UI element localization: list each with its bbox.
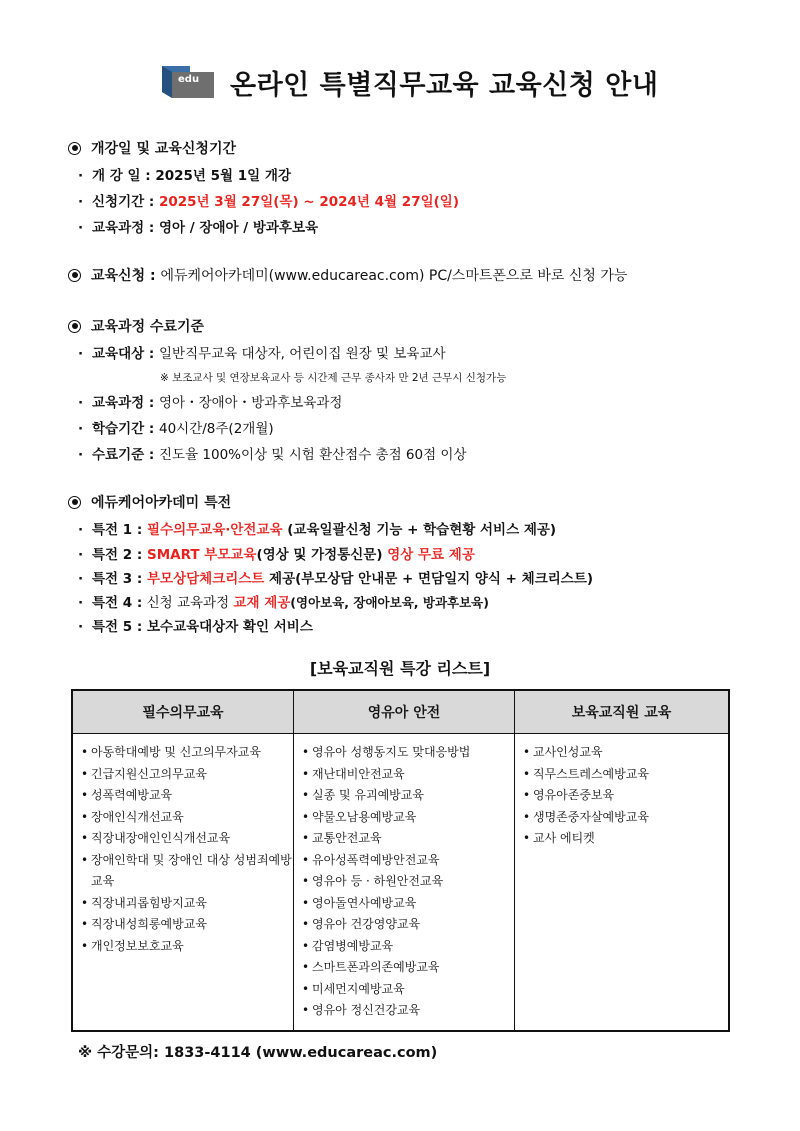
schedule-row-period: · 신청기간 : 2025년 3월 27일(목) ~ 2024년 4월 27일(일): [78, 194, 460, 210]
circle-bullet-icon: [68, 320, 81, 333]
table-header: 보육교직원 교육: [515, 690, 730, 734]
table-cell-col2: [294, 734, 515, 1032]
list-item: • 아동학대예방 및 신고의무자교육: [81, 742, 293, 764]
benefit-highlight: SMART 부모교육: [146, 547, 257, 563]
benefit-label: 특전 4 :: [92, 595, 143, 611]
benefit-highlight: 필수의무교육·안전교육: [146, 522, 283, 538]
list-item: • 영유아 성행동지도 맞대응방법: [302, 742, 514, 764]
row-value: 일반직무교육 대상자, 어린이집 원장 및 보육교사: [158, 346, 446, 362]
circle-bullet-icon: [68, 496, 81, 509]
section-heading: 개강일 및 교육신청기간: [91, 141, 236, 157]
benefit-highlight: 부모상담체크리스트: [146, 571, 265, 587]
row-value: 2025년 3월 27일(목) ~ 2024년 4월 27일(일): [158, 194, 460, 210]
list-item: • 개인정보보호교육: [81, 936, 293, 958]
row-value: 진도율 100%이상 및 시험 환산점수 총점 60점 이상: [158, 447, 467, 463]
benefit-detail: 보수교육대상자 확인 서비스: [142, 619, 313, 635]
list-item: • 스마트폰과의존예방교육: [302, 957, 514, 979]
section-schedule-heading: [68, 138, 236, 158]
benefit-label: 특전 2 :: [92, 547, 143, 563]
list-item: • 직장내성희롱예방교육: [81, 914, 293, 936]
list-item: • 영유아 등 · 하원안전교육: [302, 871, 514, 893]
edu-logo: [160, 64, 216, 100]
list-item: • 영유아 건강영양교육: [302, 914, 514, 936]
list-item: • 성폭력예방교육: [81, 785, 293, 807]
list-col1: [81, 742, 293, 957]
table-cell-col3: [515, 734, 730, 1032]
benefit-5: · 특전 5 : 보수교육대상자 확인 서비스: [78, 619, 313, 635]
list-item: • 영유아 정신건강교육: [302, 1000, 514, 1022]
benefit-detail: 제공(부모상담 안내문 + 면담일지 양식 + 체크리스트): [264, 571, 594, 587]
row-value: 영아・장애아・방과후보육과정: [158, 395, 343, 411]
criteria-row-period: · 학습기간 : 40시간/8주(2개월): [78, 421, 274, 437]
benefit-label: 특전 3 :: [92, 571, 143, 587]
list-item: • 감염병예방교육: [302, 936, 514, 958]
benefit-label: 특전 5 :: [92, 619, 143, 635]
table-row: [72, 734, 729, 1032]
row-label: 학습기간: [92, 421, 145, 437]
benefit-1: · 특전 1 : 필수의무교육·안전교육 (교육일괄신청 기능 + 학습현황 서비스 제공): [78, 522, 557, 538]
benefit-plain: 신청 교육과정: [142, 595, 234, 611]
list-item: • 유아성폭력예방안전교육: [302, 850, 514, 872]
benefit-4: · 특전 4 : 신청 교육과정 교재 제공(영아보육, 장애아보육, 방과후보육): [78, 595, 489, 611]
list-item: • 생명존중자살예방교육: [523, 807, 728, 829]
section-benefits-heading: [68, 492, 231, 512]
benefit-highlight-2: 영상 무료 제공: [387, 547, 475, 563]
benefit-highlight: 교재 제공: [233, 595, 291, 611]
list-item: • 교사 에티켓: [523, 828, 728, 850]
row-label: 교육대상: [92, 346, 145, 362]
circle-bullet-icon: [68, 269, 81, 282]
logo-text: edu: [178, 74, 200, 85]
list-item: • 직무스트레스예방교육: [523, 764, 728, 786]
lecture-table: [71, 689, 730, 1032]
section-apply: [68, 265, 627, 285]
list-item: • 장애인학대 및 장애인 대상 성범죄예방교육: [81, 850, 293, 893]
list-item: • 장애인식개선교육: [81, 807, 293, 829]
contact-info: ※ 수강문의: 1833-4114 (www.educareac.com): [78, 1045, 438, 1061]
list-item: • 실종 및 유괴예방교육: [302, 785, 514, 807]
list-item: • 긴급지원신고의무교육: [81, 764, 293, 786]
schedule-row-course: · 교육과정 : 영아 / 장애아 / 방과후보육: [78, 220, 319, 236]
page-title: 온라인 특별직무교육 교육신청 안내: [230, 69, 659, 101]
list-col2: [302, 742, 514, 1022]
list-item: • 약물오남용예방교육: [302, 807, 514, 829]
table-header: 영유아 안전: [294, 690, 515, 734]
section-heading: 교육신청 :: [91, 268, 156, 284]
benefit-detail: (교육일괄신청 기능 + 학습현황 서비스 제공): [282, 522, 557, 538]
benefit-2: · 특전 2 : SMART 부모교육(영상 및 가정통신문) 영상 무료 제공: [78, 547, 475, 563]
row-label: 신청기간: [92, 194, 145, 210]
benefit-detail: (영아보육, 장애아보육, 방과후보육): [290, 595, 489, 610]
list-item: • 직장내괴롭힘방지교육: [81, 893, 293, 915]
row-value: 2025년 5월 1일 개강: [155, 168, 292, 184]
table-header-row: [72, 690, 729, 734]
criteria-note: ※ 보조교사 및 연장보육교사 등 시간제 근무 종사자 만 2년 근무시 신청가능: [160, 372, 507, 384]
apply-value: 에듀케어아카데미(www.educareac.com) PC/스마트폰으로 바로 신청 가능: [160, 268, 628, 284]
circle-bullet-icon: [68, 142, 81, 155]
list-item: • 직장내장애인인식개선교육: [81, 828, 293, 850]
list-item: • 교통안전교육: [302, 828, 514, 850]
row-label: 수료기준: [92, 447, 145, 463]
page-header: [160, 60, 658, 104]
benefit-label: 특전 1 :: [92, 522, 143, 538]
criteria-row-target: · 교육대상 : 일반직무교육 대상자, 어린이집 원장 및 보육교사: [78, 346, 446, 362]
list-item: • 미세먼지예방교육: [302, 979, 514, 1001]
list-item: • 교사인성교육: [523, 742, 728, 764]
list-item: • 영아돌연사예방교육: [302, 893, 514, 915]
row-value: 영아 / 장애아 / 방과후보육: [158, 220, 319, 236]
benefit-detail: (영상 및 가정통신문): [256, 547, 388, 563]
section-criteria-heading: [68, 316, 204, 336]
list-item: • 영유아존중보육: [523, 785, 728, 807]
row-label: 개 강 일: [92, 168, 141, 184]
row-label: 교육과정: [92, 395, 145, 411]
section-heading: 에듀케어아카데미 특전: [91, 495, 232, 511]
row-value: 40시간/8주(2개월): [158, 421, 274, 437]
table-cell-col1: [72, 734, 294, 1032]
list-col3: [523, 742, 728, 850]
schedule-row-start: · 개 강 일 : 2025년 5월 1일 개강: [78, 168, 292, 184]
table-title: [보육교직원 특강 리스트]: [309, 659, 491, 678]
row-label: 교육과정: [92, 220, 145, 236]
table-header: 필수의무교육: [72, 690, 294, 734]
criteria-row-completion: · 수료기준 : 진도율 100%이상 및 시험 환산점수 총점 60점 이상: [78, 447, 467, 463]
section-heading: 교육과정 수료기준: [91, 319, 205, 335]
criteria-row-course: · 교육과정 : 영아・장애아・방과후보육과정: [78, 395, 343, 411]
benefit-3: · 특전 3 : 부모상담체크리스트 제공(부모상담 안내문 + 면담일지 양식 + 체크리스트): [78, 571, 594, 587]
list-item: • 재난대비안전교육: [302, 764, 514, 786]
